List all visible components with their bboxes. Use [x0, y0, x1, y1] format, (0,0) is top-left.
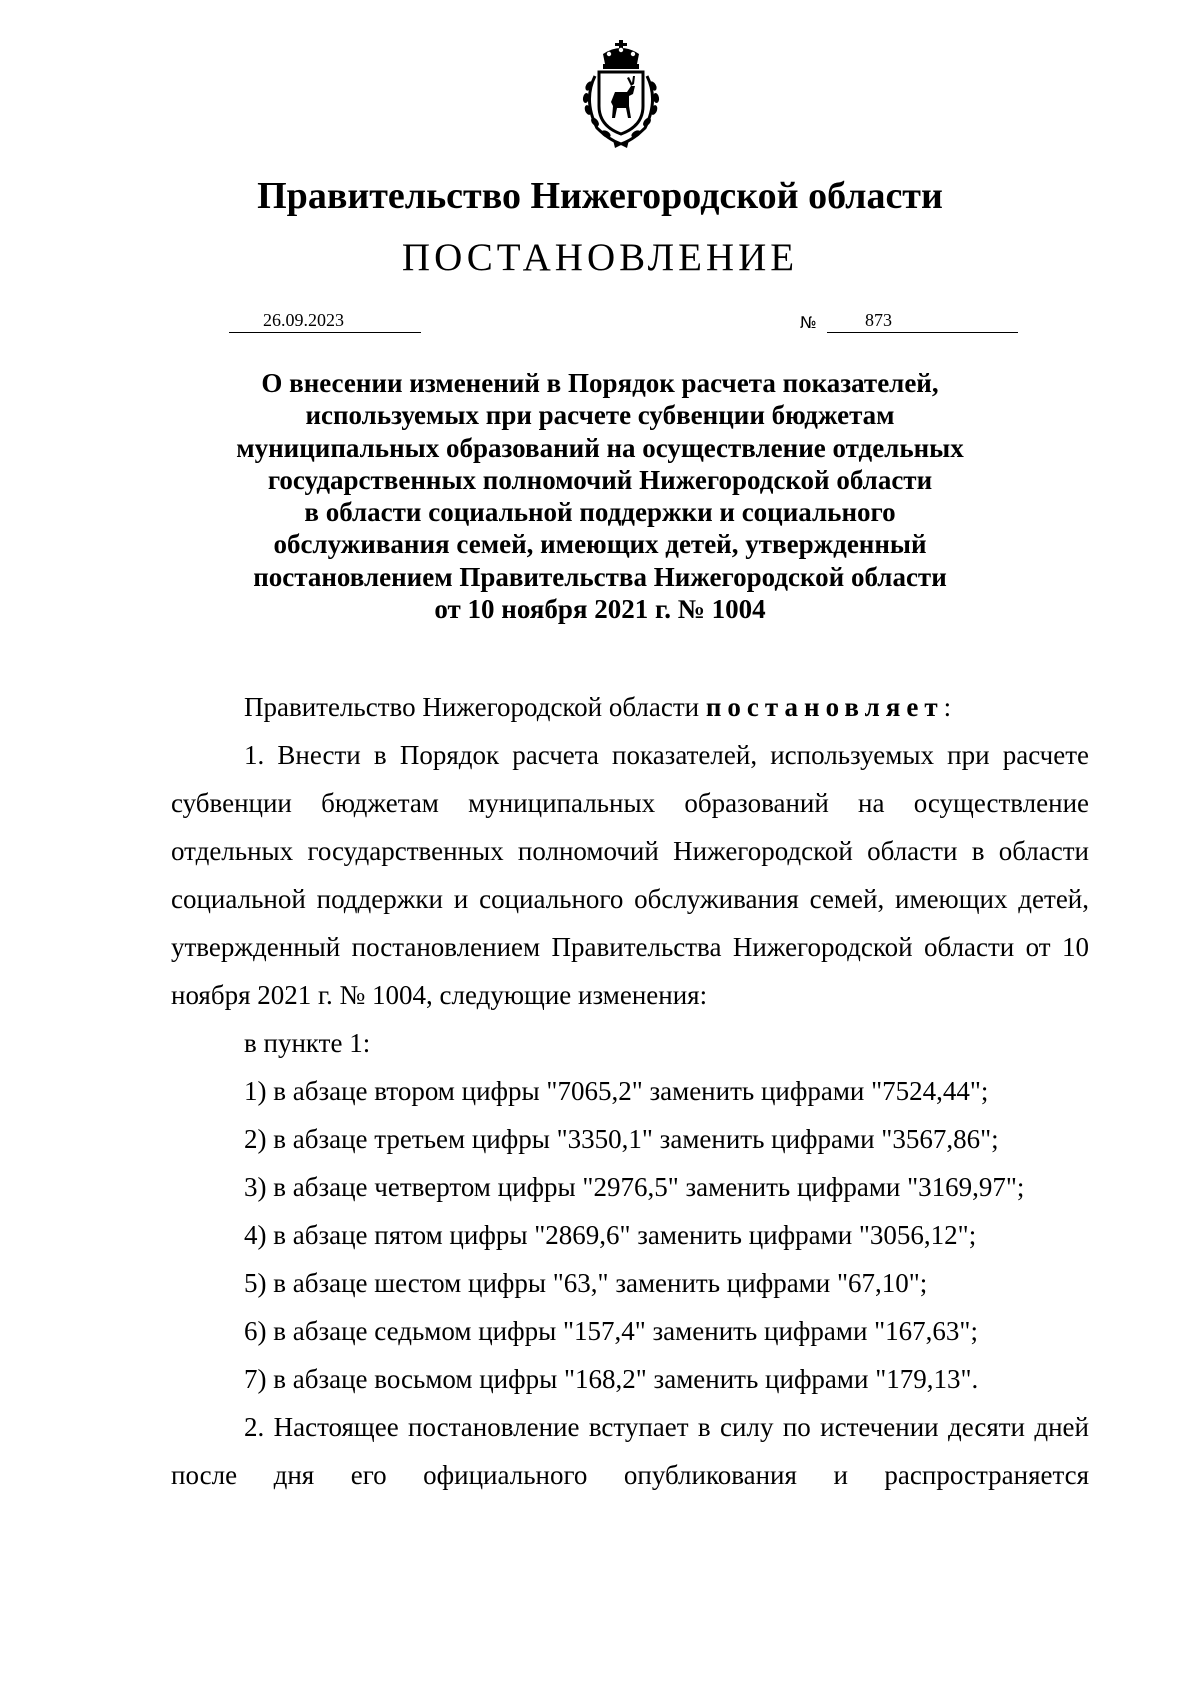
subject-line: О внесении изменений в Порядок расчета показателей, — [261, 368, 939, 398]
organization-title: Правительство Нижегородской области — [257, 175, 943, 217]
list-item: 2) в абзаце третьем цифры "3350,1" заменить цифрами "3567,86"; — [244, 1124, 999, 1154]
list-item: 3) в абзаце четвертом цифры "2976,5" заменить цифрами "3169,97"; — [244, 1172, 1025, 1202]
document-number: 873 — [827, 308, 1018, 333]
list-item: 5) в абзаце шестом цифры "63," заменить цифрами "67,10"; — [244, 1268, 928, 1298]
point-2: 2. Настоящее постановление вступает в силу по истечении десяти дней после дня его официального опубликования и распространяется — [171, 1412, 1089, 1490]
list-item: 6) в абзаце седьмом цифры "157,4" заменить цифрами "167,63"; — [244, 1316, 978, 1346]
subject-line: государственных полномочий Нижегородской области — [267, 464, 933, 495]
subject-line: используемых при расчете субвенции бюджетам — [305, 400, 895, 431]
list-item: 7) в абзаце восьмом цифры "168,2" заменить цифрами "179,13". — [244, 1364, 979, 1394]
subject-line: муниципальных образований на осуществление отдельных — [236, 432, 964, 463]
point-1: 1. Внести в Порядок расчета показателей, используемых при расчете субвенции бюджетам муниципальных образований на осуществление отдельных государственных полномочий Нижегородской области в области социальной поддержки и социального обслуживания семей, имеющих детей, утвержденный постановлением Правительства Нижегородской области от 10 ноября 2021 г. № 1004, следующие изменения: — [171, 740, 1089, 1010]
subject-line: в области социальной поддержки и социального — [304, 497, 896, 528]
subject-line: постановлением Правительства Нижегородской области — [253, 561, 947, 592]
resolves-word: постановляет — [705, 692, 944, 722]
preamble-lead: Правительство Нижегородской области — [244, 692, 706, 722]
subject-line: обслуживания семей, имеющих детей, утвержденный — [273, 529, 927, 560]
document-body — [171, 683, 1089, 1499]
document-date: 26.09.2023 — [229, 308, 421, 333]
preamble-colon: : — [943, 692, 952, 722]
document-subject — [200, 367, 1000, 625]
list-item: 4) в абзаце пятом цифры "2869,6" заменить цифрами "3056,12"; — [244, 1220, 977, 1250]
document-type: ПОСТАНОВЛЕНИЕ — [401, 236, 799, 279]
number-label: № — [800, 313, 817, 332]
subpoint-intro: в пункте 1: — [244, 1028, 371, 1058]
preamble — [171, 683, 1089, 731]
subject-line: от 10 ноября 2021 г. № 1004 — [434, 594, 766, 625]
coat-of-arms-icon — [575, 40, 667, 148]
list-item: 1) в абзаце втором цифры "7065,2" заменить цифрами "7524,44"; — [244, 1076, 989, 1106]
